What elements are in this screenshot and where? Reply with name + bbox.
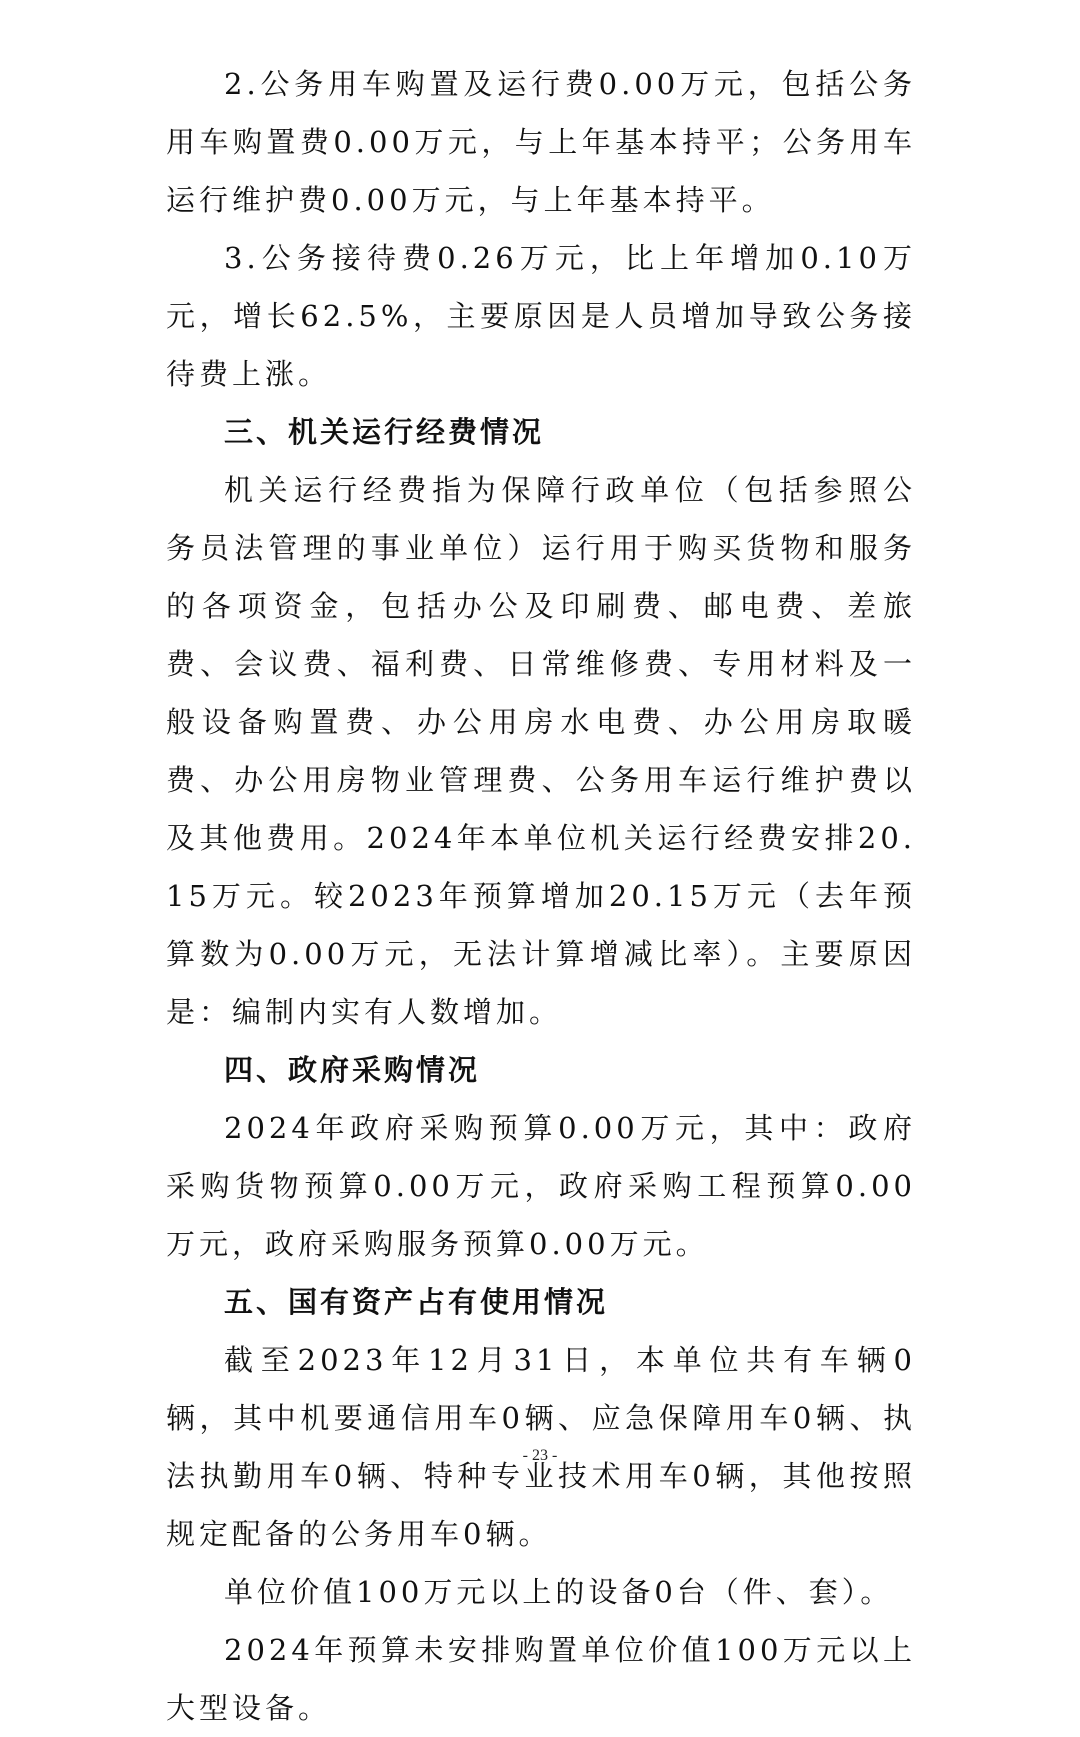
document-page xyxy=(166,55,916,1737)
paragraph-reception-costs: 3.公务接待费0.26万元，比上年增加0.10万元，增长62.5%，主要原因是人员增加导致公务接待费上涨。 xyxy=(166,241,916,391)
section-heading-state-assets: 五、国有资产占有使用情况 xyxy=(224,1285,609,1319)
paragraph-equipment: 单位价值100万元以上的设备0台（件、套）。 xyxy=(224,1575,894,1609)
paragraph-vehicle-costs: 2.公务用车购置及运行费0.00万元，包括公务用车购置费0.00万元，与上年基本持平；公务用车运行维护费0.00万元，与上年基本持平。 xyxy=(166,67,916,217)
paragraph-large-equipment: 2024年预算未安排购置单位价值100万元以上大型设备。 xyxy=(166,1633,916,1725)
section-heading-procurement: 四、政府采购情况 xyxy=(224,1053,481,1087)
paragraph-procurement: 2024年政府采购预算0.00万元，其中：政府采购货物预算0.00万元，政府采购工程预算0.00万元，政府采购服务预算0.00万元。 xyxy=(166,1111,916,1261)
page-number: - 23 - xyxy=(522,1447,558,1464)
section-heading-operating-costs: 三、机关运行经费情况 xyxy=(224,415,545,449)
paragraph-vehicles: 截至2023年12月31日，本单位共有车辆0辆，其中机要通信用车0辆、应急保障用车0辆、执法执勤用车0辆、特种专业技术用车0辆，其他按照规定配备的公务用车0辆。 xyxy=(166,1343,916,1551)
paragraph-operating-costs: 机关运行经费指为保障行政单位（包括参照公务员法管理的事业单位）运行用于购买货物和服务的各项资金，包括办公及印刷费、邮电费、差旅费、会议费、福利费、日常维修费、专用材料及一般设备购置费、办公用房水电费、办公用房取暖费、办公用房物业管理费、公务用车运行维护费以及其他费用。2024年本单位机关运行经费安排20.15万元。较2023年预算增加20.15万元（去年预算数为0.00万元，无法计算增减比率）。主要原因是：编制内实有人数增加。 xyxy=(166,473,916,1029)
